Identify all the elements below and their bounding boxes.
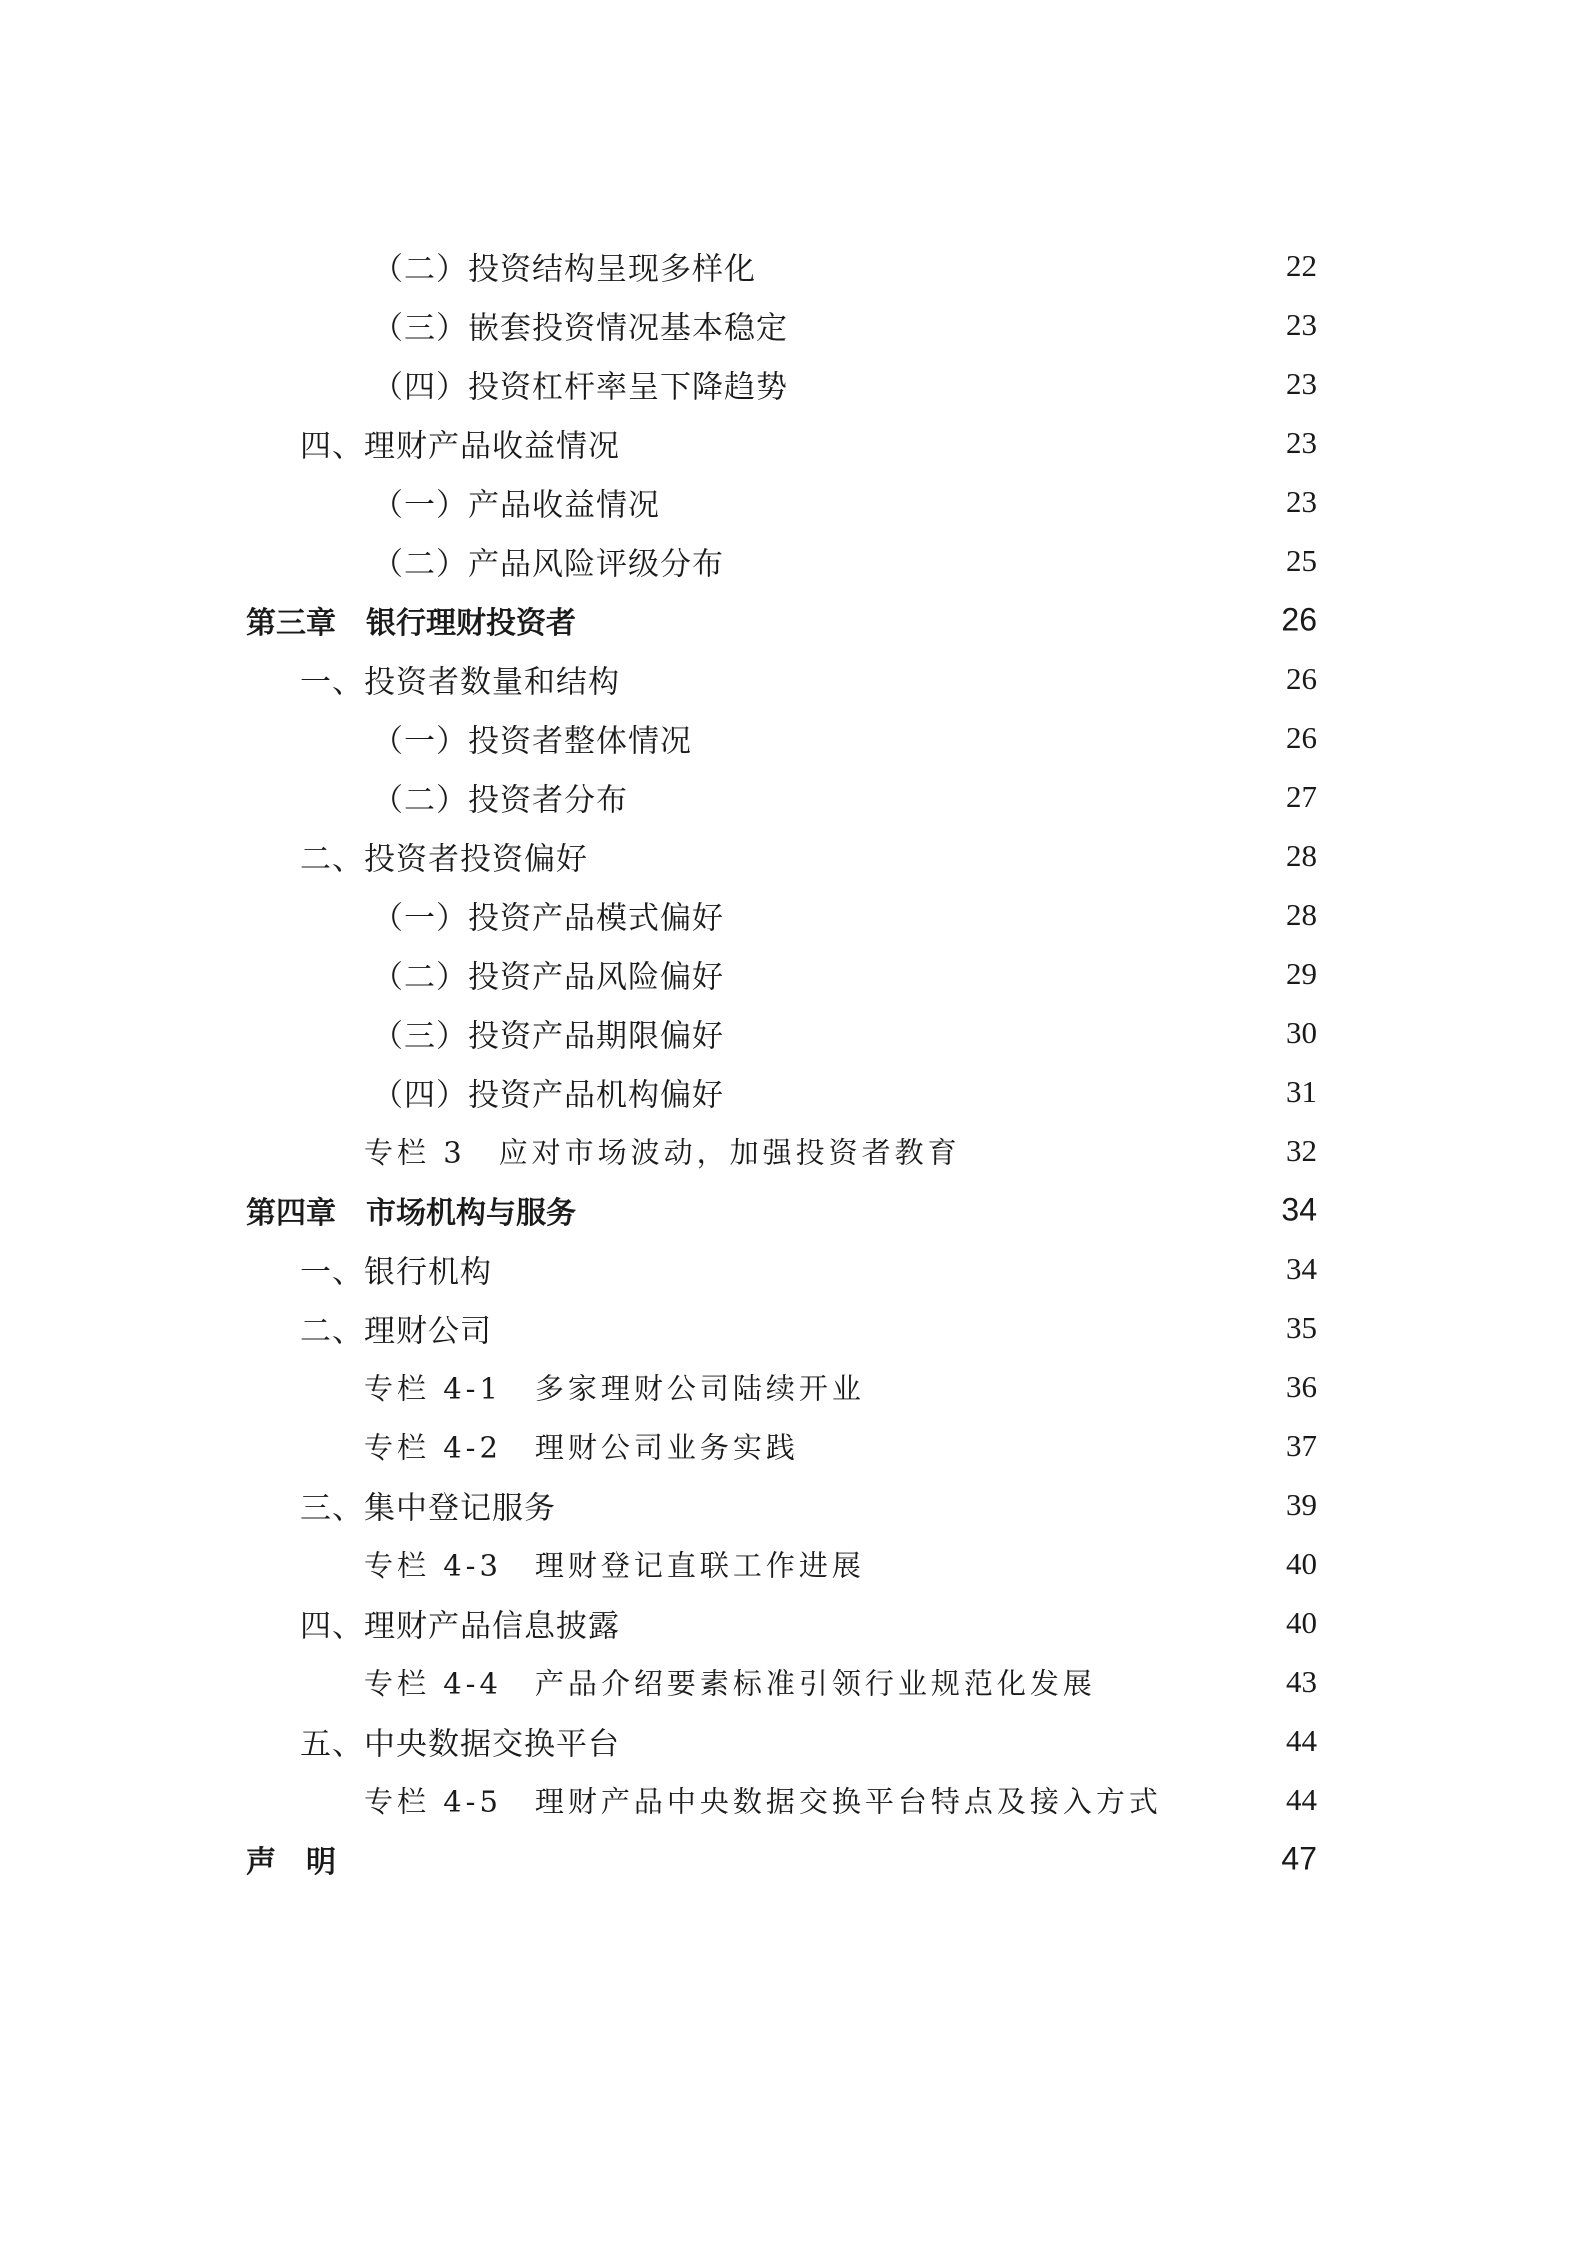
toc-entry-page: 23 [1286, 424, 1317, 460]
toc-entry-page: 47 [1281, 1840, 1317, 1876]
toc-entry-page: 44 [1286, 1781, 1317, 1817]
toc-entry-page: 23 [1286, 365, 1317, 401]
toc-entry-title: 二、投资者投资偏好 [300, 841, 588, 877]
toc-entry-page: 34 [1286, 1250, 1317, 1286]
toc-entry-page: 22 [1286, 247, 1317, 283]
toc-entry-title: （三）嵌套投资情况基本稳定 [372, 310, 788, 346]
toc-box-entry[interactable] [0, 1121, 1587, 1180]
toc-entry-title: 五、中央数据交换平台 [300, 1726, 620, 1762]
toc-entry[interactable] [0, 944, 1587, 1003]
toc-entry[interactable] [0, 1593, 1587, 1652]
toc-entry[interactable] [0, 1062, 1587, 1121]
toc-entry-page: 37 [1286, 1427, 1317, 1463]
toc-entry-title: 四、理财产品收益情况 [300, 428, 620, 464]
toc-box-entry[interactable] [0, 1534, 1587, 1593]
toc-entry[interactable] [0, 1003, 1587, 1062]
toc-entry[interactable] [0, 413, 1587, 472]
toc-entry-page: 23 [1286, 483, 1317, 519]
toc-entry-page: 40 [1286, 1545, 1317, 1581]
toc-entry[interactable] [0, 1475, 1587, 1534]
toc-box-entry[interactable] [0, 1652, 1587, 1711]
toc-entry-title: 一、银行机构 [300, 1254, 492, 1290]
toc-entry-title: （二）产品风险评级分布 [372, 546, 724, 582]
toc-entry[interactable] [0, 236, 1587, 295]
toc-entry-title: 专栏 4-5 理财产品中央数据交换平台特点及接入方式 [364, 1784, 1162, 1818]
toc-entry[interactable] [0, 354, 1587, 413]
toc-box-entry[interactable] [0, 1357, 1587, 1416]
toc-entry-title: 第四章 市场机构与服务 [246, 1195, 576, 1231]
toc-entry-title: （四）投资产品机构偏好 [372, 1077, 724, 1113]
toc-entry[interactable] [0, 1298, 1587, 1357]
toc-entry-page: 40 [1286, 1604, 1317, 1640]
toc-entry-page: 35 [1286, 1309, 1317, 1345]
toc-entry-page: 39 [1286, 1486, 1317, 1522]
toc-entry-page: 36 [1286, 1368, 1317, 1404]
toc-entry-page: 32 [1286, 1132, 1317, 1168]
toc-entry-title: 一、投资者数量和结构 [300, 664, 620, 700]
toc-entry-page: 23 [1286, 306, 1317, 342]
toc-entry[interactable] [0, 885, 1587, 944]
toc-entry-title: 专栏 4-1 多家理财公司陆续开业 [364, 1371, 865, 1405]
toc-entry-title: 专栏 4-4 产品介绍要素标准引领行业规范化发展 [364, 1666, 1096, 1700]
toc-entry-title: （二）投资者分布 [372, 782, 628, 818]
toc-entry[interactable] [0, 649, 1587, 708]
toc-entry-page: 34 [1281, 1191, 1317, 1227]
toc-entry-title: 三、集中登记服务 [300, 1490, 556, 1526]
toc-entry-page: 28 [1286, 837, 1317, 873]
toc-entry-title: （四）投资杠杆率呈下降趋势 [372, 369, 788, 405]
toc-entry-page: 44 [1286, 1722, 1317, 1758]
toc-box-entry[interactable] [0, 1416, 1587, 1475]
toc-entry-title: （二）投资结构呈现多样化 [372, 251, 756, 287]
toc-entry-title: 专栏 3 应对市场波动，加强投资者教育 [364, 1135, 961, 1169]
toc-entry[interactable] [0, 708, 1587, 767]
toc-box-entry[interactable] [0, 1770, 1587, 1829]
toc-chapter-entry[interactable] [0, 1180, 1587, 1239]
toc-entry-title: 专栏 4-3 理财登记直联工作进展 [364, 1548, 865, 1582]
toc-entry-title: 二、理财公司 [300, 1313, 492, 1349]
toc-entry-title: 声 明 [246, 1844, 336, 1880]
toc-entry-page: 43 [1286, 1663, 1317, 1699]
toc-entry-title: 第三章 银行理财投资者 [246, 605, 576, 641]
toc-entry-title: （一）产品收益情况 [372, 487, 660, 523]
toc-entry-title: （一）投资者整体情况 [372, 723, 692, 759]
toc-entry-page: 26 [1286, 660, 1317, 696]
toc-entry-title: （二）投资产品风险偏好 [372, 959, 724, 995]
toc-entry-title: 专栏 4-2 理财公司业务实践 [364, 1430, 799, 1464]
toc-entry[interactable] [0, 295, 1587, 354]
toc-entry-page: 27 [1286, 778, 1317, 814]
toc-entry-page: 31 [1286, 1073, 1317, 1109]
toc-entry[interactable] [0, 531, 1587, 590]
toc-entry[interactable] [0, 1711, 1587, 1770]
toc-entry[interactable] [0, 472, 1587, 531]
toc-entry-page: 25 [1286, 542, 1317, 578]
toc-entry[interactable] [0, 767, 1587, 826]
toc-chapter-entry[interactable] [0, 590, 1587, 649]
toc-entry-page: 30 [1286, 1014, 1317, 1050]
toc-entry-page: 29 [1286, 955, 1317, 991]
toc-entry-page: 26 [1281, 601, 1317, 637]
toc-entry[interactable] [0, 1239, 1587, 1298]
toc-chapter-entry[interactable] [0, 1829, 1587, 1888]
toc-entry-page: 26 [1286, 719, 1317, 755]
toc-entry-title: 四、理财产品信息披露 [300, 1608, 620, 1644]
toc-entry-title: （三）投资产品期限偏好 [372, 1018, 724, 1054]
toc-entry[interactable] [0, 826, 1587, 885]
toc-entry-page: 28 [1286, 896, 1317, 932]
toc-entry-title: （一）投资产品模式偏好 [372, 900, 724, 936]
